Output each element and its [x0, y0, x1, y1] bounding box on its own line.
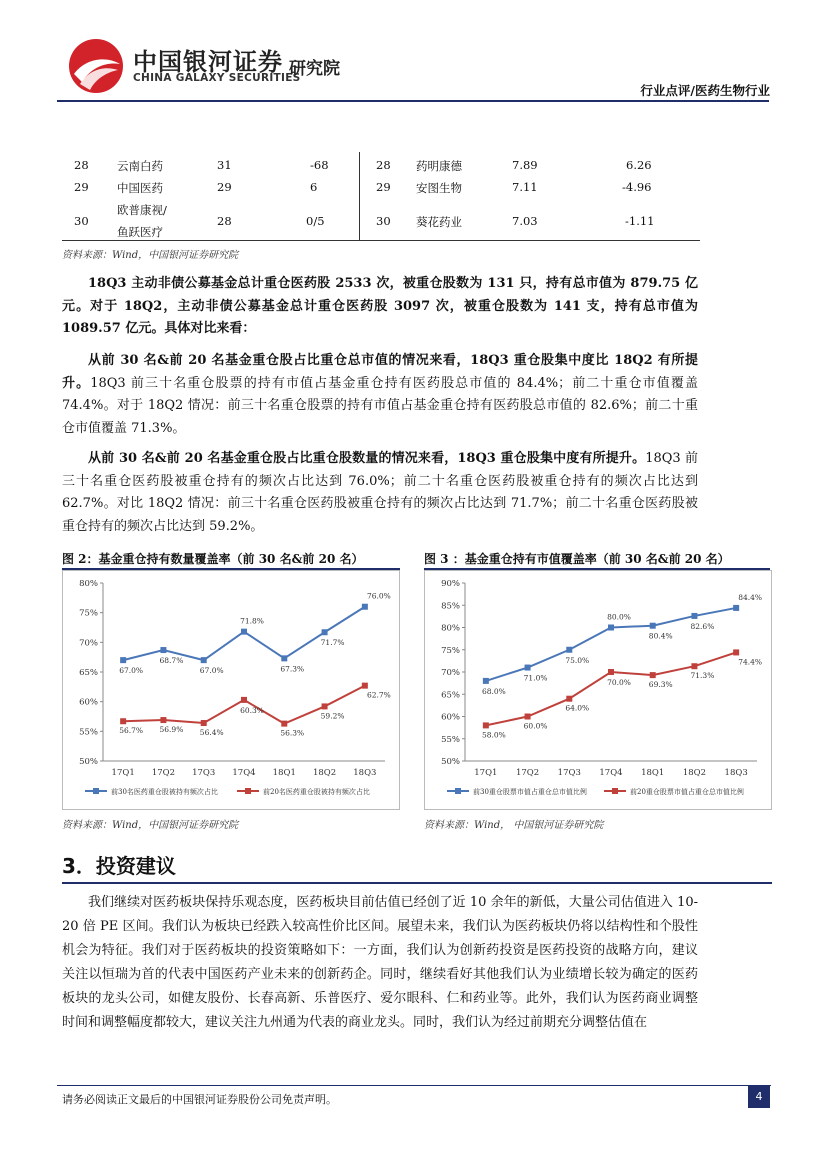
cell-change: 6 [310, 180, 318, 194]
data-point [281, 655, 287, 661]
paragraph-market-value [62, 350, 698, 440]
data-point [525, 665, 531, 671]
cell-value: 7.89 [512, 158, 538, 172]
data-point [322, 703, 328, 709]
cell-rank: 29 [376, 180, 391, 194]
data-label: 76.0% [366, 591, 391, 601]
data-point [362, 683, 368, 689]
data-point [120, 718, 126, 724]
legend-marker [612, 788, 618, 794]
table-column-divider [359, 152, 360, 240]
figure-2-title: 图 2：基金重仓持有数量覆盖率（前 30 名&前 20 名） [62, 552, 364, 566]
brand-name-en: CHINA GALAXY SECURITIES [133, 72, 301, 84]
footer-rule [57, 1085, 771, 1086]
data-label: 56.3% [280, 728, 305, 738]
data-point [160, 647, 166, 653]
data-label: 67.0% [119, 666, 144, 676]
cell-rank: 30 [74, 214, 89, 228]
y-tick-label: 80% [441, 623, 460, 634]
x-tick-label: 17Q4 [599, 768, 623, 778]
data-point [322, 629, 328, 635]
cell-name: 欧普康视/ [117, 203, 167, 217]
paragraph-lead: 从前 30 名&前 20 名基金重仓股占比重仓股数量的情况来看，18Q3 重仓股集中度有所提升。 [88, 451, 646, 466]
figure-3-source: 资料来源：Wind， 中国银河证券研究院 [424, 820, 604, 831]
series-line [486, 652, 736, 725]
data-point [733, 649, 739, 655]
data-label: 67.0% [199, 666, 224, 676]
cell-change: 6.26 [626, 158, 652, 172]
table-source: 资料来源：Wind，中国银河证券研究院 [62, 250, 239, 261]
data-point [281, 721, 287, 727]
section-rule [62, 882, 772, 884]
data-label: 71.8% [240, 616, 264, 626]
data-label: 60.0% [523, 721, 548, 731]
cell-value: 31 [217, 158, 232, 172]
data-point [525, 714, 531, 720]
data-label: 56.7% [119, 726, 144, 736]
paragraph-summary: 18Q3 主动非债公募基金总计重仓医药股 2533 次，被重仓股数为 131 只，持有总市值为 879.75 亿元。对于 18Q2，主动非债公募基金总计重仓医药股 3097 次，被重仓股数为 141 支，持有总市值为 1089.57 亿元。具体对比来看： [62, 276, 698, 336]
y-tick-label: 60% [441, 712, 460, 723]
x-tick-label: 17Q3 [192, 768, 216, 778]
y-tick-label: 75% [441, 645, 460, 656]
cell-name: 安图生物 [416, 181, 462, 195]
report-category: 行业点评/医药生物行业 [640, 83, 770, 98]
data-label: 60.3% [240, 705, 264, 715]
data-point [650, 672, 656, 678]
cell-rank: 28 [74, 158, 89, 172]
legend-label: 前20重仓股票市值占重仓总市值比例 [630, 788, 744, 796]
data-point [362, 604, 368, 610]
paragraph-lead: 从前 30 名&前 20 名基金重仓股占比重仓总市值的情况来看，18Q3 重仓股集中度比 18Q2 有所提升。 [62, 353, 698, 391]
x-tick-label: 17Q4 [232, 768, 256, 778]
data-point [201, 657, 207, 663]
data-label: 68.7% [159, 656, 184, 666]
cell-value: 7.03 [512, 214, 538, 228]
legend-label: 前20名医药重仓股被持有频次占比 [263, 788, 370, 796]
data-point [691, 663, 697, 669]
data-point [566, 696, 572, 702]
header-divider [57, 100, 769, 102]
data-label: 74.4% [738, 657, 763, 667]
data-label: 70.0% [607, 678, 631, 687]
y-tick-label: 85% [441, 601, 460, 612]
y-tick-label: 55% [79, 727, 98, 738]
data-label: 67.3% [280, 664, 305, 674]
data-label: 71.7% [320, 638, 345, 648]
cell-change: 0/5 [306, 214, 325, 228]
y-tick-label: 65% [79, 668, 98, 678]
cell-name: 中国医药 [117, 181, 163, 195]
y-tick-label: 70% [441, 668, 460, 678]
data-point [120, 657, 126, 663]
data-label: 84.4% [738, 592, 763, 602]
data-label: 82.6% [690, 621, 715, 631]
data-point [608, 669, 614, 675]
cell-value: 7.11 [512, 180, 538, 194]
x-tick-label: 17Q1 [474, 768, 498, 778]
data-point [608, 625, 614, 631]
y-tick-label: 75% [79, 608, 98, 619]
data-point [160, 717, 166, 723]
section-heading: 3．投资建议 [62, 854, 176, 878]
data-point [483, 722, 489, 728]
legend-label: 前30名医药重仓股被持有频次占比 [111, 788, 218, 796]
data-point [483, 678, 489, 684]
paragraph-body: 18Q3 前三十名重仓股票的持有市值占基金重仓持有医药股总市值的 84.4%；前二十重仓市值覆盖 74.4%。对于 18Q2 情况：前三十名重仓股票的持有市值占基金重仓持有医药股总市值的 82.6%；前二十重仓市值覆盖 71.3%。 [62, 375, 698, 436]
data-label: 56.4% [199, 728, 224, 738]
data-label: 69.3% [648, 680, 673, 690]
x-tick-label: 18Q2 [312, 768, 337, 778]
x-tick-label: 17Q1 [111, 768, 135, 778]
chart-holding-count [62, 570, 400, 810]
data-point [241, 697, 247, 703]
data-label: 80.4% [648, 631, 673, 641]
data-point [241, 629, 247, 635]
legend-marker [245, 788, 251, 794]
data-label: 80.0% [607, 612, 631, 622]
cell-name: 云南白药 [117, 159, 163, 173]
data-label: 56.9% [159, 725, 184, 735]
y-tick-label: 80% [79, 579, 98, 589]
x-tick-label: 18Q1 [641, 768, 665, 778]
footer-disclaimer: 请务必阅读正文最后的中国银河证券股份公司免责声明。 [62, 1093, 337, 1106]
chart-holding-value [424, 570, 772, 810]
data-label: 71.3% [690, 671, 715, 681]
figure-3-title: 图 3 ：基金重仓持有市值覆盖率（前 30 名&前 20 名） [424, 552, 730, 566]
cell-change: -4.96 [622, 180, 652, 194]
cell-value: 29 [217, 180, 232, 194]
cell-rank: 30 [376, 214, 391, 228]
x-tick-label: 17Q3 [557, 768, 581, 778]
table-bottom-rule [62, 240, 700, 241]
y-tick-label: 50% [79, 757, 98, 767]
data-point [733, 605, 739, 611]
data-label: 64.0% [565, 703, 590, 713]
data-point [201, 720, 207, 726]
cell-name: 药明康德 [416, 159, 462, 173]
x-tick-label: 18Q1 [272, 768, 296, 778]
x-tick-label: 17Q2 [151, 768, 176, 778]
x-tick-label: 18Q3 [353, 768, 377, 778]
cell-name: 葵花药业 [416, 215, 462, 229]
cell-name: 鱼跃医疗 [117, 225, 163, 239]
y-tick-label: 55% [441, 734, 460, 745]
data-point [650, 623, 656, 629]
data-label: 68.0% [481, 686, 506, 696]
section-body: 我们继续对医药板块保持乐观态度，医药板块目前估值已经创了近 10 余年的新低，大量公司估值进入 10-20 倍 PE 区间。我们认为板块已经跌入较高性价比区间。展望未来，我们认为医药板块仍将以结构性和个股性机会为特征。我们对于医药板块的投资策略如下：一方面，我们认为创新药投资是医药投资的战略方向，建议关注以恒瑞为首的代表中国医药产业未来的创新药企。同时，继续看好其他我们认为业绩增长较为确定的医药板块的龙头公司，如健友股份、长春高新、乐普医疗、爱尔眼科、仁和药业等。此外，我们认为医药商业调整时间和调整幅度都较大，建议关注九州通为代表的商业龙头。同时，我们认为经过前期充分调整估值在 [62, 895, 698, 1030]
institute-label: 研究院 [289, 59, 340, 79]
data-point [566, 647, 572, 653]
cell-rank: 28 [376, 158, 391, 172]
data-label: 71.0% [523, 673, 548, 683]
cell-change: -68 [310, 158, 329, 172]
x-tick-label: 18Q2 [682, 768, 707, 778]
page-number: 4 [748, 1086, 770, 1108]
legend-marker [93, 788, 99, 794]
legend-marker [455, 788, 461, 794]
y-tick-label: 65% [441, 690, 460, 701]
company-logo [68, 38, 124, 94]
data-label: 62.7% [366, 690, 391, 700]
legend-label: 前30重仓股票市值占重仓总市值比例 [473, 788, 587, 796]
x-tick-label: 17Q2 [515, 768, 540, 778]
y-tick-label: 70% [79, 638, 98, 649]
data-label: 59.2% [320, 711, 345, 721]
x-tick-label: 18Q3 [724, 768, 748, 778]
cell-rank: 29 [74, 180, 89, 194]
data-point [691, 613, 697, 619]
paragraph-body: 18Q3 前三十名重仓医药股被重仓持有的频次占比达到 76.0%；前二十名重仓医药股被重仓持有的频次占比达到 62.7%。对比 18Q2 情况：前三十名重仓医药股被重仓持有的频次占比达到 71.7%；前二十名重仓医药股被重仓持有的频次占比达到 59.2%。 [62, 451, 698, 534]
y-tick-label: 60% [79, 697, 98, 708]
cell-change: -1.11 [625, 214, 655, 228]
paragraph-count [62, 448, 698, 538]
data-label: 75.0% [565, 655, 590, 665]
brand-name-cn: 中国银河证券 [133, 48, 283, 76]
cell-value: 28 [217, 214, 232, 228]
figure-2-source: 资料来源：Wind，中国银河证券研究院 [62, 820, 239, 831]
data-label: 58.0% [481, 730, 506, 740]
y-tick-label: 90% [441, 579, 460, 589]
y-tick-label: 50% [441, 757, 460, 767]
